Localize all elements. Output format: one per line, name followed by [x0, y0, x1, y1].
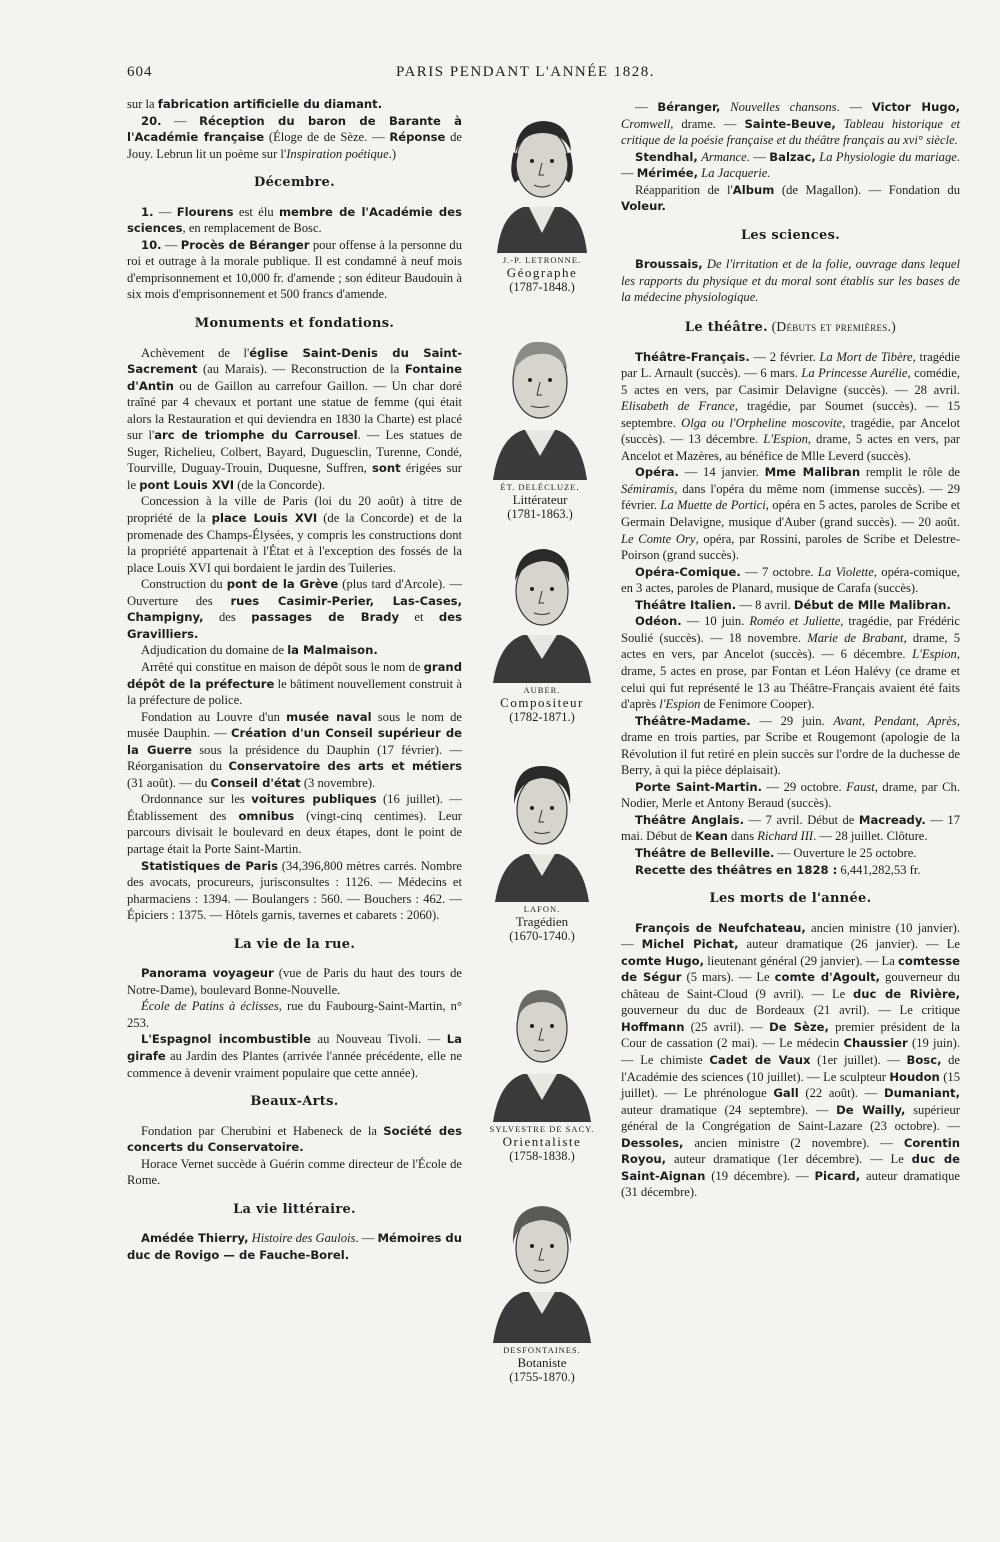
paragraph: Théâtre Anglais. — 7 avril. Début de Macready. — 17 mai. Début de Kean dans Richard III. — 28 juillet. Clôture.: [621, 812, 960, 844]
section-heading-monuments: Monuments et fondations.: [194, 316, 395, 332]
section-heading-morts: Les morts de l'année.: [709, 891, 872, 907]
paragraph: Horace Vernet succède à Guérin comme directeur de l'École de Rome.: [127, 1156, 462, 1188]
paragraph: Théâtre-Madame. — 29 juin. Avant, Pendant, Après, drame en trois parties, par Scribe et Rougemont (apologie de la Révolution il fut retiré en plein succès sur l'ordre de la duchesse de Berry, à qui la pièce déplaisait).: [621, 713, 960, 778]
section-heading-litteraire: La vie littéraire.: [233, 1201, 356, 1217]
paragraph: Achèvement de l'église Saint-Denis du Saint-Sacrement (au Marais). — Reconstruction de la Fontaine d'Antin ou de Gaillon au carrefour Gaillon. — Un char doré traîné par 4 chevaux et portant une statue de femme (qui était alors la Restauration et qui deviendra en 1830 la Charte) est placé sur l'arc de triomphe du Carrousel. — Les statues de Suger, Richelieu, Colbert, Bayard, Duguesclin, Turenne, Condé, Tourville, Duguay-Trouin, Duquesne, Suffren, sont érigées sur le pont Louis XVI (de la Concorde).: [127, 345, 462, 492]
running-title: PARIS PENDANT L'ANNÉE 1828.: [396, 64, 656, 80]
paragraph: Recette des théâtres en 1828 : 6,441,282,53 fr.: [635, 862, 921, 877]
portrait-auber: [472, 533, 612, 725]
portrait-role: Orientaliste: [502, 1134, 582, 1149]
paragraph: — Béranger, Nouvelles chansons. — Victor Hugo, Cromwell, drame. — Sainte-Beuve, Tableau historique et critique de la poésie française et du théâtre français au xvi° siècle.: [621, 100, 960, 148]
paragraph: Amédée Thierry, Histoire des Gaulois. — Mémoires du duc de Rovigo — de Fauche-Borel.: [127, 1231, 462, 1262]
portrait-name: SYLVESTRE DE SACY.: [489, 1124, 595, 1134]
section-heading-theatre: Le théâtre. (Débuts et premières.): [684, 319, 897, 336]
portrait-engraving-delecluze: [485, 320, 595, 480]
portrait-dates: (1758-1838.): [509, 1149, 575, 1163]
paragraph-dec-20: 20. — Réception du baron de Barante à l'Académie française (Éloge de de Sèze. — Réponse de Jouy. Lebrun lit un poème sur l'Inspiration poétique.): [127, 113, 463, 161]
portrait-role: Tragédien: [515, 914, 569, 929]
paragraph: Opéra. — 14 janvier. Mme Malibran remplit le rôle de Sémiramis, dans l'opéra du même nom (immense succès). — 29 février. La Muette de Portici, opéra en 5 actes, paroles de Scribe et Germain Delavigne, musique d'Auber (grand succès). — 20 août. Le Comte Ory, opéra, par Rossini, paroles de Scribe et Delestre-Poirson (grand succès).: [621, 465, 961, 563]
paragraph: Opéra-Comique. — 7 octobre. La Violette, opéra-comique, en 3 actes, paroles de Planard, musique de Carafa (succès).: [621, 564, 960, 596]
paragraph: Ordonnance sur les voitures publiques (16 juillet). — Établissement des omnibus (vingt-cinq centimes). Leur parcours divisait le boulevard en deux étapes, dont le point de partage était la Porte Saint-Martin.: [127, 792, 463, 856]
paragraph: Odéon. — 10 juin. Roméo et Juliette, tragédie, par Frédéric Soulié (succès). — 18 novembre. Marie de Brabant, drame, 5 actes en vers, par Ancelot (succès). — 6 décembre. L'Espion, drame, 5 actes en prose, par Fontan et Léon Halévy (ce drame et celui qui fut représenté le 13 au Théâtre-Français avaient été faits d'après l'Espion de Fenimore Cooper).: [621, 614, 960, 712]
portrait-engraving-lafon: [487, 752, 597, 902]
paragraph: Stendhal, Armance. — Balzac, La Physiologie du mariage. — Mérimée, La Jacquerie.: [621, 149, 960, 181]
portrait-lafon: [472, 752, 612, 944]
portrait-desfontaines: [472, 1188, 612, 1385]
portrait-dates: (1787-1848.): [509, 280, 575, 294]
paragraph: Concession à la ville de Paris (loi du 20 août) à titre de propriété de la place Louis XVI (de la Concorde) et de la promenade des Champs-Élysées, y compris les constructions dont la propriété appartenait à l'État et à l'exception des fossés de la place Louis XVI qui bordaient le jardin des Tuileries.: [127, 494, 462, 575]
portrait-role: Botaniste: [517, 1355, 567, 1370]
paragraph: École de Patins à éclisses, rue du Faubourg-Saint-Martin, n° 253.: [127, 999, 462, 1030]
portrait-delecluze: [470, 320, 610, 522]
section-heading-rue: La vie de la rue.: [233, 936, 356, 952]
portrait-dates: (1781-1863.): [507, 507, 573, 521]
portrait-role: Littérateur: [512, 492, 568, 507]
paragraph-dec-1: 1. — Flourens est élu membre de l'Académie des sciences, en remplacement de Bosc.: [127, 204, 462, 236]
paragraph: Théâtre Italien. — 8 avril. Début de Mlle Malibran.: [635, 597, 951, 612]
portrait-name: AUBER.: [523, 685, 561, 695]
section-heading-decembre: Décembre.: [254, 175, 335, 191]
paragraph: Statistiques de Paris (34,396,800 mètres carrés. Nombre des avocats, procureurs, jurisconsultes : 1126. — Médecins et pharmaciens : 1394. — Boulangers : 560. — Bouchers : 462. — Épiciers : 1375. — Hôtels garnis, tavernes et cabarets : 2060).: [127, 858, 462, 923]
page-number: 604: [127, 64, 153, 80]
paragraph: Théâtre de Belleville. — Ouverture le 25 octobre.: [635, 845, 917, 860]
portrait-engraving-letronne: [487, 103, 597, 253]
portrait-dates: (1755-1870.): [509, 1370, 575, 1384]
portrait-role: Compositeur: [500, 695, 584, 710]
paragraph: Théâtre-Français. — 2 février. La Mort de Tibère, tragédie par L. Arnault (succès). — 6 mars. La Princesse Aurélie, comédie, 5 actes en vers, par Casimir Delavigne (succès). — 28 avril. Elisabeth de France, tragédie, par Soumet (succès). — 15 septembre. Olga ou l'Orpheline moscovite, tragédie, par Ancelot (succès). — 13 décembre. L'Espion, drame, 5 actes en vers, par Ancelot et Mazères, au bénéfice de Mlle Leverd (succès).: [621, 349, 961, 463]
portrait-name: LAFON.: [523, 904, 561, 914]
left-column: [127, 96, 462, 1263]
portrait-engraving-auber: [487, 533, 597, 683]
paragraph: Panorama voyageur (vue de Paris du haut des tours de Notre-Dame), boulevard Bonne-Nouvelle.: [127, 966, 462, 997]
paragraph: Réapparition de l'Album (de Magallon). — Fondation du Voleur.: [621, 182, 960, 214]
portrait-name: DESFONTAINES.: [503, 1345, 581, 1355]
section-heading-beaux-arts: Beaux-Arts.: [250, 1094, 339, 1110]
paragraph: Construction du pont de la Grève (plus tard d'Arcole). — Ouverture des rues Casimir-Perier, Las-Cases, Champigny, des passages de Brady et des Gravilliers.: [127, 577, 462, 641]
paragraph: Fondation par Cherubini et Habeneck de la Société des concerts du Conservatoire.: [127, 1123, 462, 1155]
paragraph-dec-10: 10. — Procès de Béranger pour offense à la personne du roi et outrage à la morale publique. Il est condamné à neuf mois d'emprisonnement et 10,000 fr. d'amende ; son éditeur Baudouin à six mois d'emprisonnement et 500 francs d'amende.: [127, 237, 463, 302]
portrait-engraving-sacy: [487, 972, 597, 1122]
portrait-sacy: [462, 972, 622, 1164]
paragraph: Adjudication du domaine de la Malmaison.: [141, 643, 378, 658]
portrait-name: J.-P. LETRONNE.: [502, 255, 582, 265]
paragraph: Fondation au Louvre d'un musée naval sous le nom de musée Dauphin. — Création d'un Conseil supérieur de la Guerre sous la présidence du Dauphin (17 février). — Réorganisation du Conservatoire des arts et métiers (31 août). — du Conseil d'état (3 novembre).: [127, 709, 463, 790]
paragraph: Arrêté qui constitue en maison de dépôt sous le nom de grand dépôt de la préfecture le bâtiment nouvellement construit à la préfecture de police.: [127, 659, 463, 708]
paragraph: Porte Saint-Martin. — 29 octobre. Faust, drame, par Ch. Nodier, Merle et Antony Beraud (succès).: [621, 779, 960, 811]
portrait-dates: (1670-1740.): [509, 929, 575, 943]
paragraph: sur la fabrication artificielle du diamant.: [127, 97, 383, 111]
paragraph: Broussais, De l'irritation et de la folie, ouvrage dans lequel les rapports du physique et du moral sont établis sur les bases de la médecine physiologique.: [621, 257, 960, 305]
paragraph-deaths: François de Neufchateau, ancien ministre (10 janvier). — Michel Pichat, auteur dramatique (26 janvier). — Le comte Hugo, lieutenant général (29 janvier). — La comtesse de Ségur (5 mars). — Le comte d'Agoult, gouverneur du château de Saint-Cloud (9 avril). — Le duc de Rivière, gouverneur du duc de Bordeaux (21 avril). — Le critique Hoffmann (25 avril). — De Sèze, premier président de la Cour de cassation (2 mai). — Le médecin Chaussier (19 juin). — Le chimiste Cadet de Vaux (1er juillet). — Bosc, de l'Académie des sciences (10 juillet). — Le sculpteur Houdon (15 juillet). — Le phrénologue Gall (22 août). — Dumaniant, auteur dramatique (24 septembre). — De Wailly, supérieur général de la Congrégation de Saint-Lazare (23 octobre). — Dessoles, ancien ministre (2 novembre). — Corentin Royou, auteur dramatique (1er décembre). — Le duc de Saint-Aignan (19 décembre). — Picard, auteur dramatique (31 décembre).: [621, 920, 961, 1200]
right-column: [621, 99, 960, 1201]
portrait-engraving-desfontaines: [487, 1188, 597, 1343]
portrait-letronne: [472, 103, 612, 295]
paragraph: L'Espagnol incombustible au Nouveau Tivoli. — La girafe au Jardin des Plantes (arrivée l'année précédente, elle ne commence à devenir vraiment populaire que cette année).: [127, 1032, 462, 1080]
portrait-dates: (1782-1871.): [509, 710, 575, 724]
section-heading-sciences: Les sciences.: [740, 227, 841, 243]
portrait-name: ÉT. DELÉCLUZE.: [500, 482, 580, 492]
portrait-role: Géographe: [506, 265, 578, 280]
